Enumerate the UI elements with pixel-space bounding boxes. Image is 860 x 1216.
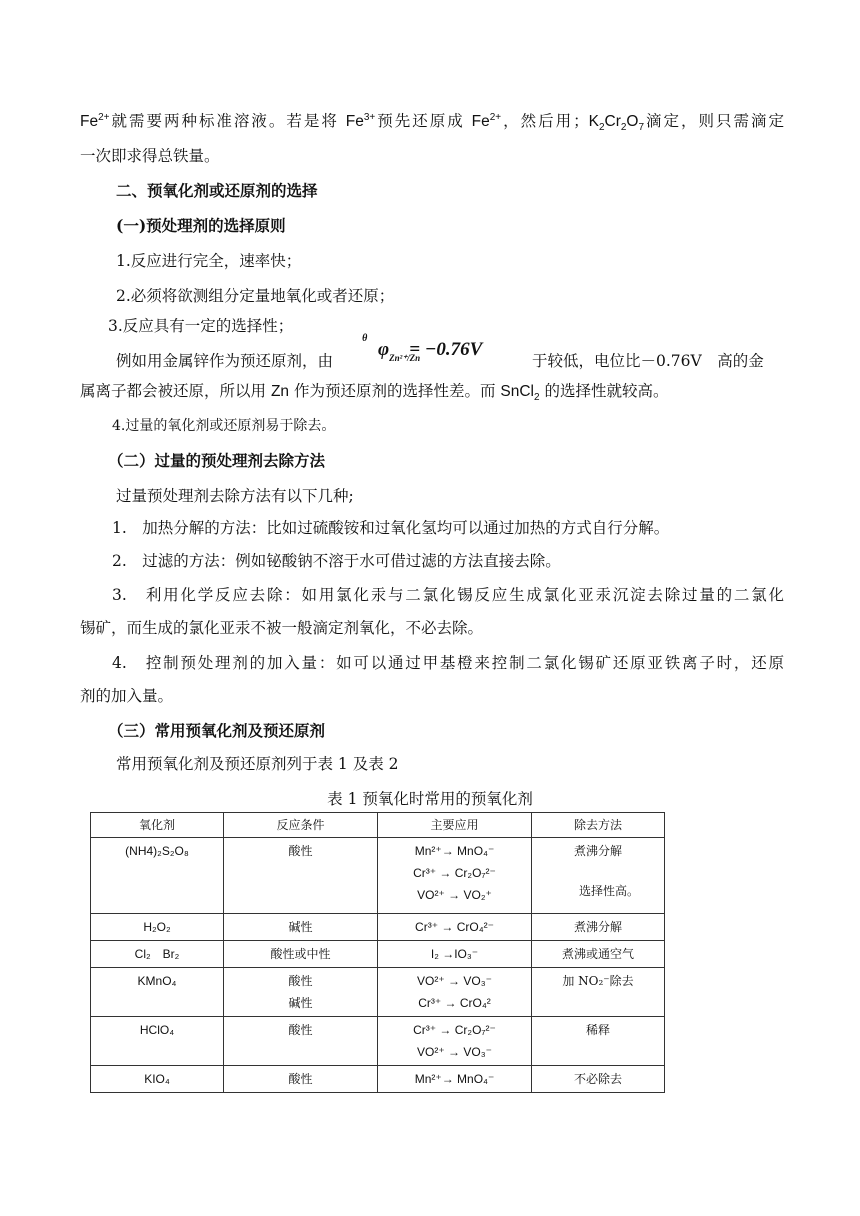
removal-line: 选择性高。 [578, 884, 639, 898]
cell-condition: 酸性 [224, 1066, 378, 1093]
section-heading: 二、预氧化剂或还原剂的选择 [116, 181, 318, 200]
cell-removal [532, 838, 665, 914]
text-formula: O [626, 113, 639, 130]
cell-uses: Cr³⁺ → CrO₄²⁻ [378, 914, 532, 941]
paragraph-fe-line2: 一次即求得总铁量。 [80, 147, 220, 165]
cell-uses [378, 838, 532, 914]
cell-removal: 稀释 [532, 1017, 665, 1066]
text-segment: 作为预还原剂的选择性差。而 [289, 382, 501, 400]
text-zn: Zn [270, 383, 290, 400]
cell-condition: 酸性 碱性 [224, 968, 378, 1017]
cell-uses [378, 1017, 532, 1066]
sub-index: 2 [620, 122, 627, 134]
removal-intro: 过量预处理剂去除方法有以下几种; [116, 487, 354, 505]
use-line: VO²⁺ → VO₃⁻ [417, 1045, 492, 1059]
cell-oxidant: KIO₄ [91, 1066, 224, 1093]
use-line: Cr³⁺ → CrO₄² [418, 996, 491, 1010]
text-sncl: SnCl [500, 383, 534, 400]
sup-charge: 2+ [489, 111, 502, 123]
cell-uses: Mn²⁺→ MnO₄⁻ [378, 1066, 532, 1093]
rule-item: 4.过量的氧化剂或还原剂易于除去。 [112, 418, 336, 434]
example-line2 [80, 381, 669, 402]
text-segment: ，然后用； [501, 112, 589, 130]
text-fe: Fe [471, 113, 490, 130]
text-segment: 滴定，则只需滴定 [644, 112, 784, 130]
formula-value: = −0.76V [409, 339, 483, 360]
rule-item: 1.反应进行完全，速率快； [116, 252, 302, 270]
formula-subscript: Zn²⁺/Zn [389, 353, 421, 363]
removal-item-cont: 锡矿，而生成的氯化亚汞不被一般滴定剂氧化，不必去除。 [80, 619, 484, 637]
example-text-pre: 例如用金属锌作为预还原剂，由 [116, 352, 334, 370]
oxidant-table [90, 812, 665, 1093]
cell-removal: 加 NO₂⁻除去 [532, 968, 665, 1017]
removal-item: 2. 过滤的方法：例如铋酸钠不溶于水可借过滤的方法直接去除。 [112, 552, 561, 570]
table-header-row [91, 813, 665, 838]
text-segment: 属离子都会被还原，所以用 [80, 382, 271, 400]
sub-index: 7 [638, 122, 645, 134]
cell-oxidant: H₂O₂ [91, 914, 224, 941]
table-caption: 表 1 预氧化时常用的预氧化剂 [327, 790, 533, 808]
cell-uses: I₂ →IO₃⁻ [378, 941, 532, 968]
removal-item: 4. 控制预处理剂的加入量：如可以通过甲基橙来控制二氯化锡矿还原亚铁离子时，还原 [112, 654, 784, 672]
use-line: Cr³⁺ → Cr₂O₇²⁻ [413, 866, 496, 880]
formula-superscript: θ [362, 333, 368, 344]
text-segment: 就需要两种标准溶液。若是将 [109, 112, 346, 130]
formula-phi: φ [378, 339, 390, 360]
text-segment: 的选择性就较高。 [539, 382, 669, 400]
cell-oxidant: HClO₄ [91, 1017, 224, 1066]
subsection-heading: (一)预处理剂的选择原则 [116, 216, 286, 235]
removal-line: 煮沸分解 [573, 844, 622, 858]
cell-removal: 煮沸分解 [532, 914, 665, 941]
column-header: 除去方法 [532, 813, 665, 838]
text-formula: K [588, 113, 599, 130]
sup-charge: 2+ [98, 111, 110, 123]
use-line: VO²⁺ → VO₃⁻ [417, 974, 492, 988]
table-row [91, 914, 665, 941]
sup-charge: 3+ [363, 111, 376, 123]
text-formula: Cr [604, 113, 621, 130]
sub-index: 2 [534, 392, 540, 404]
use-line: VO²⁺ → VO₂⁺ [417, 888, 492, 902]
sub-index: 2 [598, 122, 605, 134]
use-line: Cr³⁺ → Cr₂O₇²⁻ [413, 1023, 496, 1037]
table-row [91, 838, 665, 914]
cell-condition: 碱性 [224, 914, 378, 941]
cell-removal: 不必除去 [532, 1066, 665, 1093]
cell-condition: 酸性 [224, 838, 378, 914]
cell-oxidant: Cl₂ Br₂ [91, 941, 224, 968]
subsection-heading: （二）过量的预处理剂去除方法 [108, 451, 326, 470]
common-intro: 常用预氧化剂及预还原剂列于表 1 及表 2 [116, 755, 399, 773]
removal-item: 3. 利用化学反应去除：如用氯化汞与二氯化锡反应生成氯化亚汞沉淀去除过量的二氯化 [112, 586, 784, 604]
cell-condition: 酸性或中性 [224, 941, 378, 968]
cell-oxidant: KMnO₄ [91, 968, 224, 1017]
table-row [91, 941, 665, 968]
column-header: 氧化剂 [91, 813, 224, 838]
cell-removal: 煮沸或通空气 [532, 941, 665, 968]
cell-uses [378, 968, 532, 1017]
removal-item: 1. 加热分解的方法：比如过硫酸铵和过氧化氢均可以通过加热的方式自行分解。 [112, 519, 670, 537]
text-fe: Fe [80, 113, 99, 130]
rule-item: 3.反应具有一定的选择性； [108, 317, 294, 335]
electrode-potential-formula [362, 333, 483, 364]
column-header: 主要应用 [378, 813, 532, 838]
text-fe: Fe [345, 113, 364, 130]
use-line: Mn²⁺→ MnO₄⁻ [414, 844, 495, 858]
example-text-post: 于较低，电位比－0.76V 高的金 [532, 352, 764, 370]
cell-oxidant: (NH4)₂S₂O₈ [91, 838, 224, 914]
cell-condition: 酸性 [224, 1017, 378, 1066]
table-row [91, 1017, 665, 1066]
rule-item: 2.必须将欲测组分定量地氧化或者还原； [116, 287, 395, 305]
paragraph-fe-line1 [80, 111, 784, 132]
table-row [91, 968, 665, 1017]
table-row [91, 1066, 665, 1093]
removal-item-cont: 剂的加入量。 [80, 687, 174, 705]
subsection-heading: （三）常用预氧化剂及预还原剂 [108, 721, 326, 740]
column-header: 反应条件 [224, 813, 378, 838]
text-segment: 预先还原成 [375, 112, 472, 130]
